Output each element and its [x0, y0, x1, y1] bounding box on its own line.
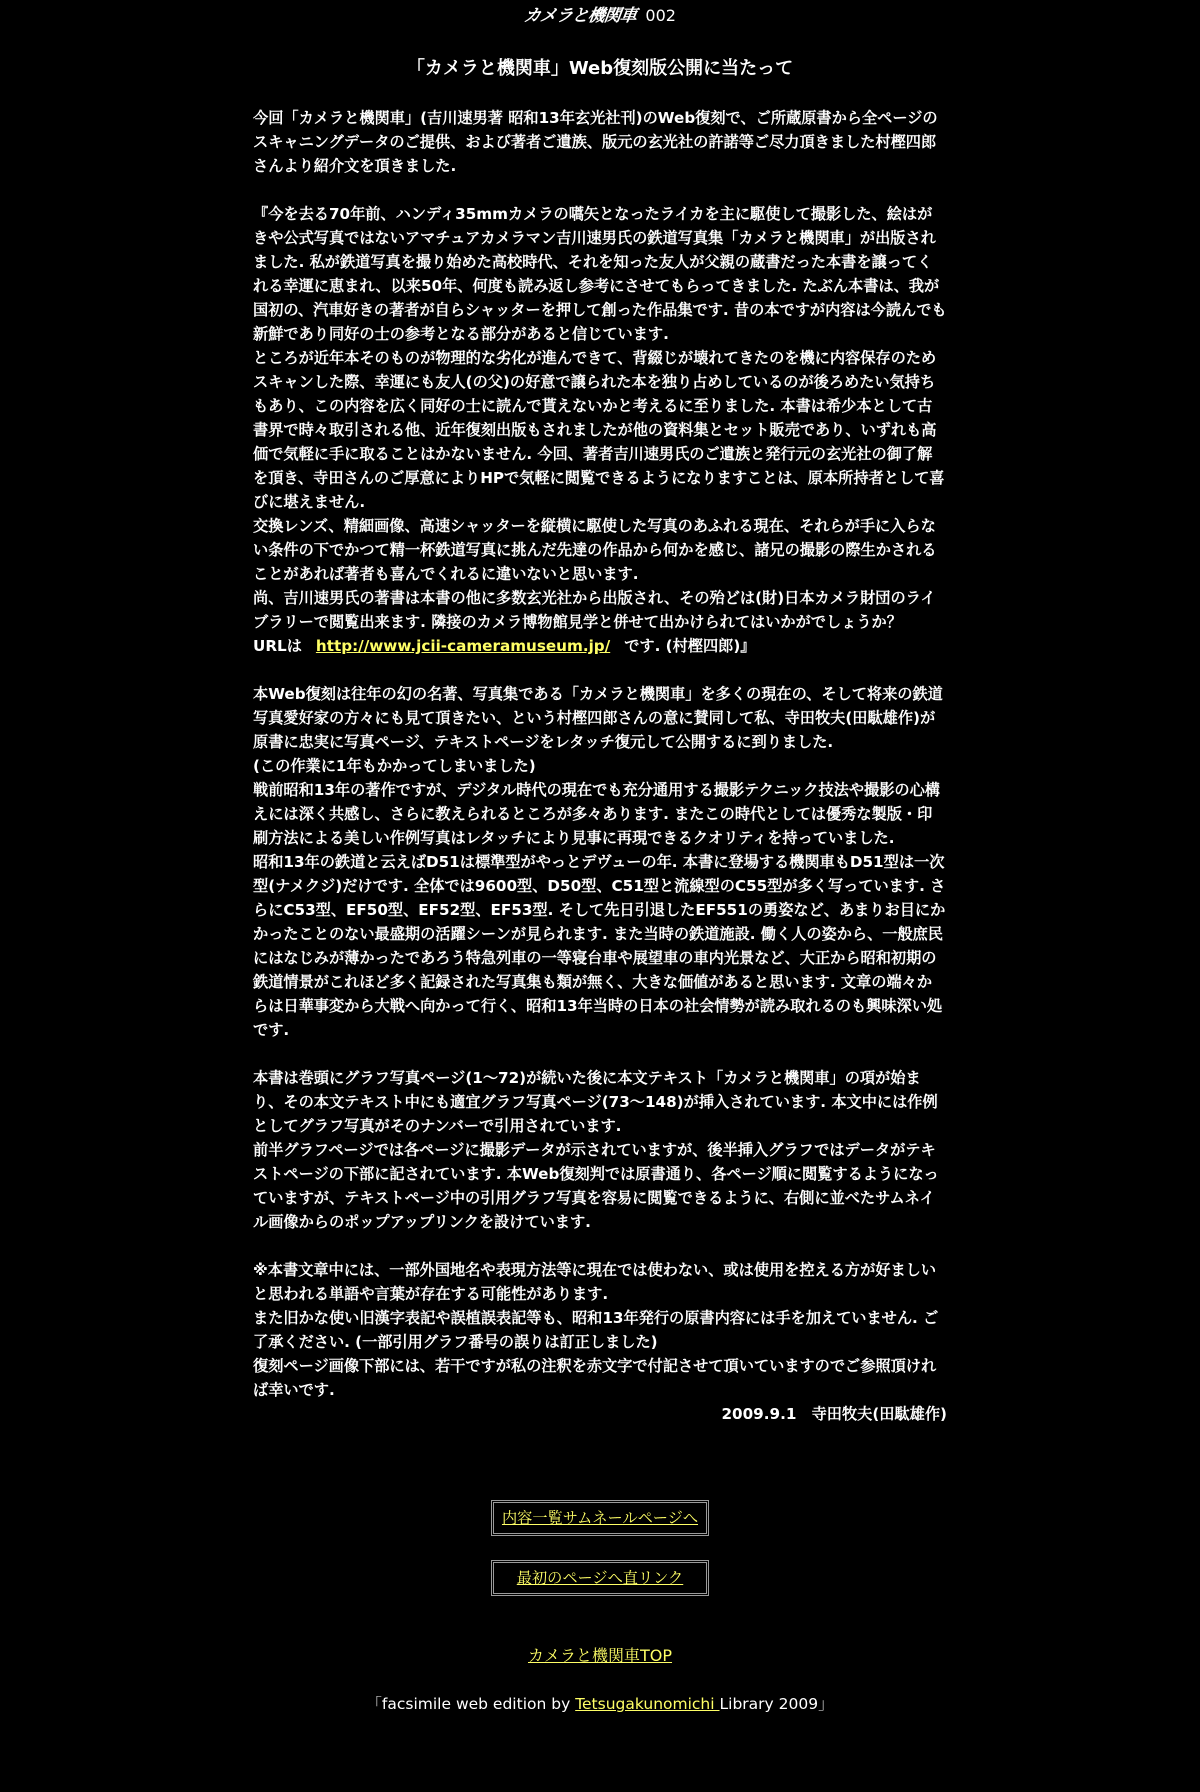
- footer-suffix: Library 2009」: [719, 1695, 834, 1713]
- body2-paragraph-1: 本書は巻頭にグラフ写真ページ(1～72)が続いた後に本文テキスト「カメラと機関車」の項が始まり、その本文テキスト中にも適宜グラフ写真ページ(73～148)が挿入されています. 本文中には作例としてグラフ写真がそのナンバーで引用されています.: [253, 1069, 938, 1135]
- notes-paragraph-1: ※本書文章中には、一部外国地名や表現方法等に現在では使わない、或は使用を控える方が好ましいと思われる単語や言葉が存在する可能性があります.: [253, 1261, 937, 1303]
- footer-prefix: 「facsimile web edition by: [366, 1695, 576, 1713]
- first-page-button[interactable]: 最初のページへ直リンク: [491, 1560, 709, 1596]
- book-logo: カメラと機関車: [522, 6, 638, 26]
- top-link-wrap: [0, 1644, 1200, 1668]
- quote-paragraph-1: 『今を去る70年前、ハンディ35mmカメラの嚆矢となったライカを主に駆使して撮影した、絵はがきや公式写真ではないアマチュアカメラマン吉川速男氏の鉄道写真集「カメラと機関車」が出版されました. 私が鉄道写真を撮り始めた高校時代、それを知った友人が父親の蔵書だった本書を譲ってくれる幸運に恵まれ、以来50年、何度も読み返し参考にさせてもらってきました. たぶん本書は、我が国初の、汽車好きの著者が自らシャッターを押して創った作品集です. 昔の本ですが内容は今読んでも新鮮であり同好の士の参考となる部分があると信じています.: [253, 205, 947, 343]
- camera-museum-link[interactable]: http://www.jcii-cameramuseum.jp/: [315, 637, 611, 655]
- body1-paragraph-2: (この作業に1年もかかってしまいました): [253, 757, 536, 775]
- notes-paragraph-2: また旧かな使い旧漢字表記や誤植誤表記等も、昭和13年発行の原書内容には手を加えていません. ご了承ください. (一部引用グラフ番号の誤りは訂正しました): [253, 1309, 939, 1351]
- body2-paragraph-2: 前半グラフページでは各ページに撮影データが示されていますが、後半挿入グラフではデータがテキストページの下部に記されています. 本Web復刻判では原書通り、各ページ順に閲覧するようになっていますが、テキストページ中の引用グラフ写真を容易に閲覧できるように、右側に並べたサムネイル画像からのポップアップリンクを設けています.: [253, 1141, 939, 1231]
- main-content: [253, 106, 947, 1426]
- page-number: 002: [645, 6, 676, 25]
- thumbnails-button-wrap: [0, 1500, 1200, 1536]
- body1-paragraph-4: 昭和13年の鉄道と云えばD51は標準型がやっとデヴューの年. 本書に登場する機関車もD51型は一次型(ナメクジ)だけです. 全体では9600型、D50型、C51型と流線型のC55型が多く写っています. さらにC53型、EF50型、EF52型、EF53型. そして先日引退したEF551の勇姿など、あまりお目にかかったことのない最盛期の活躍シーンが見られます. また当時の鉄道施設. 働く人の姿から、一般庶民にはなじみが薄かったであろう特急列車の一等寝台車や展望車の車内光景など、大正から昭和初期の鉄道情景がこれほど多く記録された写真集も類が無く、大きな価値があると思います. 文章の端々からは日華事変から大戦へ向かって行く、昭和13年当時の日本の社会情勢が読み取れるのも興味深い処です.: [253, 853, 946, 1039]
- body1-paragraph-1: 本Web復刻は往年の幻の名著、写真集である「カメラと機関車」を多くの現在の、そして将来の鉄道写真愛好家の方々にも見て頂きたい、という村樫四郎さんの意に賛同して私、寺田牧夫(田駄雄作)が原書に忠実に写真ページ、テキストページをレタッチ復元して公開するに到りました.: [253, 685, 943, 751]
- url-suffix: です. (村樫四郎)』: [624, 637, 756, 655]
- page-header: [0, 4, 1200, 28]
- intro-paragraph: 今回「カメラと機関車」(吉川速男著 昭和13年玄光社刊)のWeb復刻で、ご所蔵原書から全ページのスキャニングデータのご提供、および著者ご遺族、版元の玄光社の許諾等ご尽力頂きました村樫四郎さんより紹介文を頂きました.: [253, 109, 938, 175]
- body1-paragraph-3: 戦前昭和13年の著作ですが、デジタル時代の現在でも充分通用する撮影テクニック技法や撮影の心構えには深く共感し、さらに教えられるところが多々あります. またこの時代としては優秀な製版・印刷方法による美しい作例写真はレタッチにより見事に再現できるクオリティを持っていました.: [253, 781, 940, 847]
- quote-paragraph-4: 尚、吉川速男氏の著書は本書の他に多数玄光社から出版され、その殆どは(財)日本カメラ財団のライブラリーで閲覧出来ます. 隣接のカメラ博物館見学と併せて出かけられてはいかがでしょうか？: [253, 589, 936, 631]
- thumbnails-page-button[interactable]: 内容一覧サムネールページへ: [491, 1500, 709, 1536]
- notes-paragraph-3: 復刻ページ画像下部には、若干ですが私の注釈を赤文字で付記させて頂いていますのでご参照頂ければ幸いです.: [253, 1357, 937, 1399]
- library-link[interactable]: Tetsugakunomichi: [575, 1695, 720, 1713]
- url-prefix: URLは: [253, 637, 302, 655]
- book-top-link[interactable]: カメラと機関車TOP: [527, 1646, 673, 1665]
- quote-paragraph-3: 交換レンズ、精細画像、高速シャッターを縦横に駆使した写真のあふれる現在、それらが手に入らない条件の下でかつて精一杯鉄道写真に挑んだ先達の作品から何かを感じ、諸兄の撮影の際生かされることがあれば著者も喜んでくれるに違いないと思います.: [253, 517, 937, 583]
- url-line: [253, 634, 947, 658]
- page-title: 「カメラと機関車」Web復刻版公開に当たって: [406, 58, 794, 79]
- first-page-button-wrap: [0, 1560, 1200, 1596]
- footer: [0, 1692, 1200, 1716]
- signature: 2009.9.1 寺田牧夫(田駄雄作): [721, 1405, 947, 1423]
- quote-paragraph-2: ところが近年本そのものが物理的な劣化が進んできて、背綴じが壊れてきたのを機に内容保存のためスキャンした際、幸運にも友人(の父)の好意で譲られた本を独り占めしているのが後ろめたい気持ちもあり、この内容を広く同好の士に読んで貰えないかと考えるに至りました. 本書は希少本として古書界で時々取引される他、近年復刻出版もされましたが他の資料集とセット販売であり、いずれも高価で気軽に手に取ることはかないません. 今回、著者吉川速男氏のご遺族と発行元の玄光社の御了解を頂き、寺田さんのご厚意によりHPで気軽に閲覧できるようになりますことは、原本所持者として喜びに堪えません.: [253, 349, 945, 511]
